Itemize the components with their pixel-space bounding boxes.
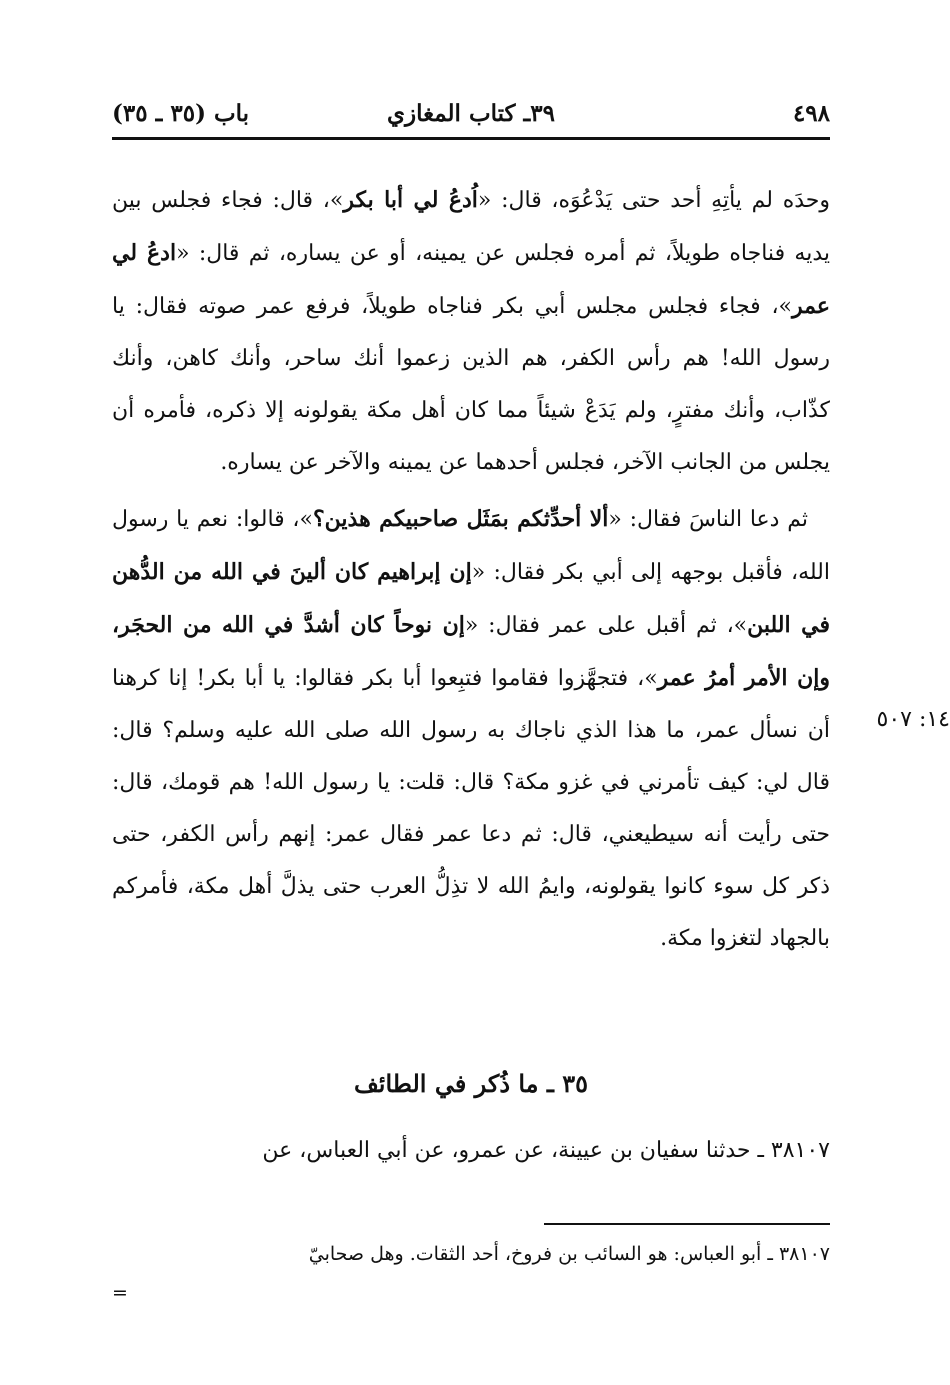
quote-bold: اُدعُ لي أبا بكر: [343, 187, 478, 213]
quote-bold: ألا أحدِّثكم بمَثَل صاحبيكم هذين؟: [312, 506, 609, 532]
paragraph-1: [112, 174, 830, 489]
text-segment: »، ثم أقبل على عمر فقال: «: [464, 613, 748, 638]
text-segment: ثم دعا الناسَ فقال: «: [608, 507, 808, 532]
main-text: [112, 174, 830, 965]
quote-bold: ادعُ لي عمر: [112, 240, 830, 319]
paragraph-2: [112, 493, 830, 965]
quote-bold: إن إبراهيم كان ألينَ في الله من الدُّهن في اللبن: [112, 559, 830, 638]
header-divider: [112, 137, 830, 140]
text-segment: »، فتجهَّزوا فقاموا فتبِعوا أبا بكر فقالوا: يا أبا بكر! إنا كرهنا أن نسأل عمر، ما هذا الذي ناجاك به رسول الله صلى الله عليه وسلم؟ قال: قال لي: كيف تأمرني في غزو مكة؟ قال: قلت: يا رسول الله! هم قومك، قال: حتى رأيت أنه سيطيعني، قال: ثم دعا عمر فقال عمر: إنهم رأس الكفر، حتى ذكر كل سوء كانوا يقولونه، وايمُ الله لا تذِلُّ العرب حتى يذلَّ أهل مكة، فأمركم بالجهاد لتغزوا مكة.: [112, 666, 830, 951]
text-segment: وحدَه لم يأتِهِ أحد حتى يَدْعُوَه، قال: «: [477, 188, 830, 213]
footnote-continuation-mark: =: [112, 1282, 128, 1304]
text-segment: »، فجاء فجلس مجلس أبي بكر فناجاه طويلاً، فرفع عمر صوته فقال: يا رسول الله! هم رأس الكفر، هم الذين زعموا أنك ساحر، وأنك كاهن، وأنك كذّاب، وأنك مفترٍ، ولم يَدَعْ شيئاً مما كان أهل مكة يقولونه إلا ذكره، فأمره أن يجلس من الجانب الآخر، فجلس أحدهما عن يمينه والآخر عن يساره.: [112, 294, 830, 475]
book-title: ٣٩ـ كتاب المغازي: [387, 99, 555, 127]
text-segment: »، قال: فجاء فجلس بين يديه فناجاه طويلاً، ثم أمره فجلس عن يمينه، أو عن يساره، ثم قال: «: [112, 188, 830, 266]
page-header: [112, 90, 830, 136]
page-number: ٤٩٨: [792, 99, 830, 127]
hadith-opening: ٣٨١٠٧ ـ حدثنا سفيان بن عيينة، عن عمرو، عن أبي العباس، عن: [262, 1138, 830, 1163]
section-heading: ٣٥ ـ ما ذُكر في الطائف: [353, 1069, 589, 1098]
footnote-text: ٣٨١٠٧ ـ أبو العباس: هو السائب بن فروخ، أحد الثقات. وهل صحابيّ: [308, 1243, 830, 1265]
book-page: [112, 90, 950, 1350]
text-segment: »، قالوا: نعم يا رسول الله، فأقبل بوجهه إلى أبي بكر فقال: «: [112, 507, 830, 585]
footnote-divider: [544, 1223, 830, 1225]
quote-bold: إن نوحاً كان أشدَّ في الله من الحجَر، وإن الأمر أمرُ عمر: [112, 612, 830, 691]
chapter-reference: باب (٣٥ ـ ٣٥): [112, 99, 250, 127]
margin-reference: ١٤: ٥٠٧: [876, 707, 950, 732]
